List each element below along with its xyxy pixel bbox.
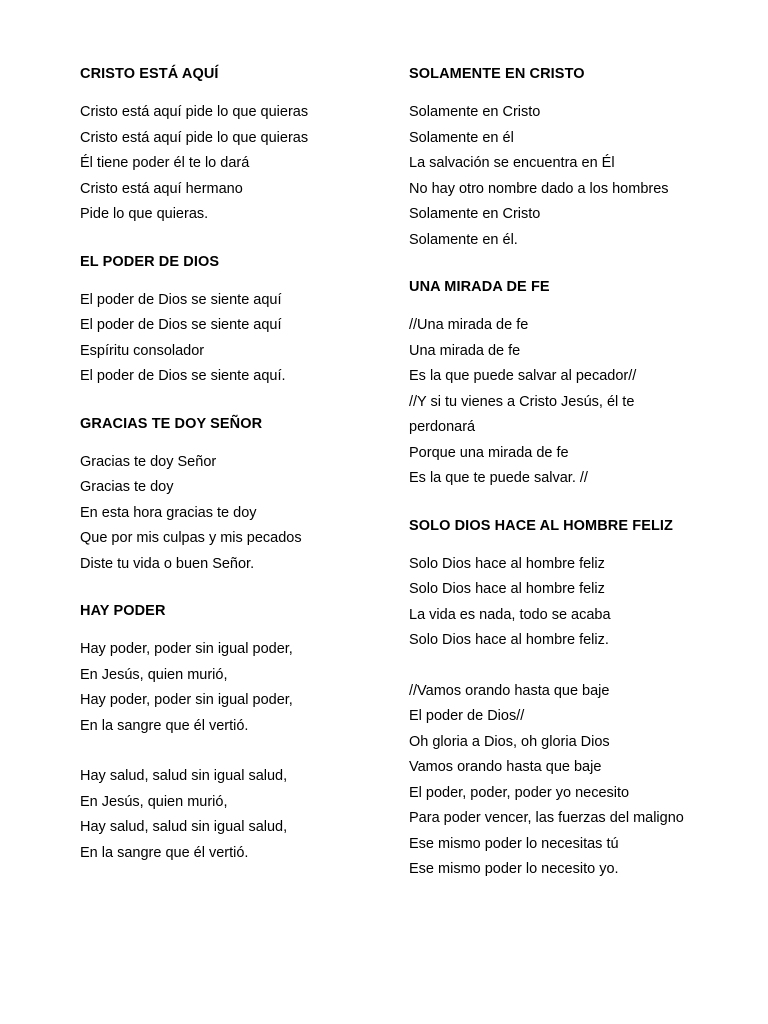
lyric-line: La vida es nada, todo se acaba	[409, 606, 611, 623]
stanza-spacer	[409, 654, 749, 679]
lyric-line: La salvación se encuentra en Él	[409, 155, 615, 171]
lyric-line: Que por mis culpas y mis pecados	[80, 530, 302, 546]
lyric-line: El poder de Dios se siente aquí.	[80, 368, 286, 384]
lyric-line: El poder de Dios se siente aquí	[80, 291, 282, 308]
lyric-line: Es la que puede salvar al pecador//	[409, 368, 637, 384]
song-spacer	[80, 577, 380, 601]
lyric-line: En Jesús, quien murió,	[80, 666, 228, 683]
stanza	[80, 288, 380, 390]
lyric-line: No hay otro nombre dado a los hombres	[409, 180, 669, 197]
lyric-line: Pide lo que quieras.	[80, 206, 209, 222]
song-spacer	[409, 492, 749, 516]
lyric-line: Hay salud, salud sin igual salud,	[80, 819, 288, 835]
lyric-line: Cristo está aquí hermano	[80, 180, 243, 197]
stanza	[409, 100, 749, 253]
lyric-line: Hay salud, salud sin igual salud,	[80, 768, 288, 784]
lyric-line: //Y si tu vienes a Cristo Jesús, él te	[409, 393, 635, 410]
stanza	[80, 764, 380, 866]
lyric-line: En Jesús, quien murió,	[80, 793, 228, 810]
lyric-line: Para poder vencer, las fuerzas del maligno	[409, 810, 684, 826]
stanza	[80, 637, 380, 739]
lyric-line: Cristo está aquí pide lo que quieras	[80, 104, 309, 120]
lyric-line: Solo Dios hace al hombre feliz.	[409, 632, 609, 648]
lyric-line: Solo Dios hace al hombre feliz	[409, 581, 605, 597]
stanza	[409, 679, 749, 883]
lyric-line: Es la que te puede salvar. //	[409, 470, 588, 486]
song-spacer	[80, 390, 380, 414]
song-cristo-esta-aqui	[80, 64, 380, 228]
stanza	[80, 100, 380, 228]
lyric-line: Una mirada de fe	[409, 342, 521, 359]
stanza-spacer	[80, 739, 380, 764]
right-column	[409, 64, 749, 883]
song-hay-poder	[80, 601, 380, 866]
lyric-line: Solamente en él	[409, 129, 514, 146]
song-una-mirada-de-fe	[409, 277, 749, 492]
song-title: UNA MIRADA DE FE	[409, 279, 550, 295]
lyric-line: Ese mismo poder lo necesito yo.	[409, 861, 619, 877]
lyric-line: //Vamos orando hasta que baje	[409, 682, 610, 699]
lyric-line: Espíritu consolador	[80, 342, 205, 359]
song-spacer	[80, 228, 380, 252]
stanza	[409, 552, 749, 654]
lyric-line: Oh gloria a Dios, oh gloria Dios	[409, 733, 610, 750]
song-title: HAY PODER	[80, 603, 166, 619]
song-solamente-en-cristo	[409, 64, 749, 253]
lyric-line: Gracias te doy Señor	[80, 453, 217, 470]
stanza	[409, 313, 749, 492]
song-title: EL PODER DE DIOS	[80, 253, 220, 270]
lyric-line: El poder de Dios//	[409, 708, 525, 724]
lyric-line: Hay poder, poder sin igual poder,	[80, 641, 293, 657]
lyric-line: Solamente en Cristo	[409, 206, 541, 222]
lyric-line: Gracias te doy	[80, 479, 174, 495]
lyric-line: En la sangre que él vertió.	[80, 717, 249, 734]
lyric-line: El poder de Dios se siente aquí	[80, 317, 282, 333]
stanza	[80, 450, 380, 578]
lyric-line: En la sangre que él vertió.	[80, 844, 249, 861]
lyric-line: Solo Dios hace al hombre feliz	[409, 555, 605, 572]
lyric-line: En esta hora gracias te doy	[80, 504, 257, 521]
song-title: SOLAMENTE EN CRISTO	[409, 66, 585, 82]
song-title: CRISTO ESTÁ AQUÍ	[80, 66, 219, 82]
song-spacer	[409, 253, 749, 277]
left-column	[80, 64, 380, 866]
lyric-line: Porque una mirada de fe	[409, 444, 569, 461]
song-title: SOLO DIOS HACE AL HOMBRE FELIZ	[409, 517, 674, 534]
song-gracias-te-doy-senor	[80, 414, 380, 578]
lyric-line: //Una mirada de fe	[409, 317, 529, 333]
lyric-line: Hay poder, poder sin igual poder,	[80, 692, 293, 708]
song-title: GRACIAS TE DOY SEÑOR	[80, 415, 263, 432]
lyric-line: Diste tu vida o buen Señor.	[80, 555, 255, 572]
song-el-poder-de-dios	[80, 252, 380, 390]
lyric-line: Ese mismo poder lo necesitas tú	[409, 835, 619, 852]
lyric-line: perdonará	[409, 419, 476, 435]
lyric-line: Vamos orando hasta que baje	[409, 759, 602, 775]
lyric-line: Él tiene poder él te lo dará	[80, 155, 250, 171]
song-solo-dios-hace-al-hombre-feliz	[409, 516, 749, 883]
lyric-line: Solamente en él.	[409, 231, 518, 248]
lyric-line: Cristo está aquí pide lo que quieras	[80, 129, 309, 146]
lyric-line: Solamente en Cristo	[409, 104, 541, 120]
lyric-line: El poder, poder, poder yo necesito	[409, 784, 630, 801]
